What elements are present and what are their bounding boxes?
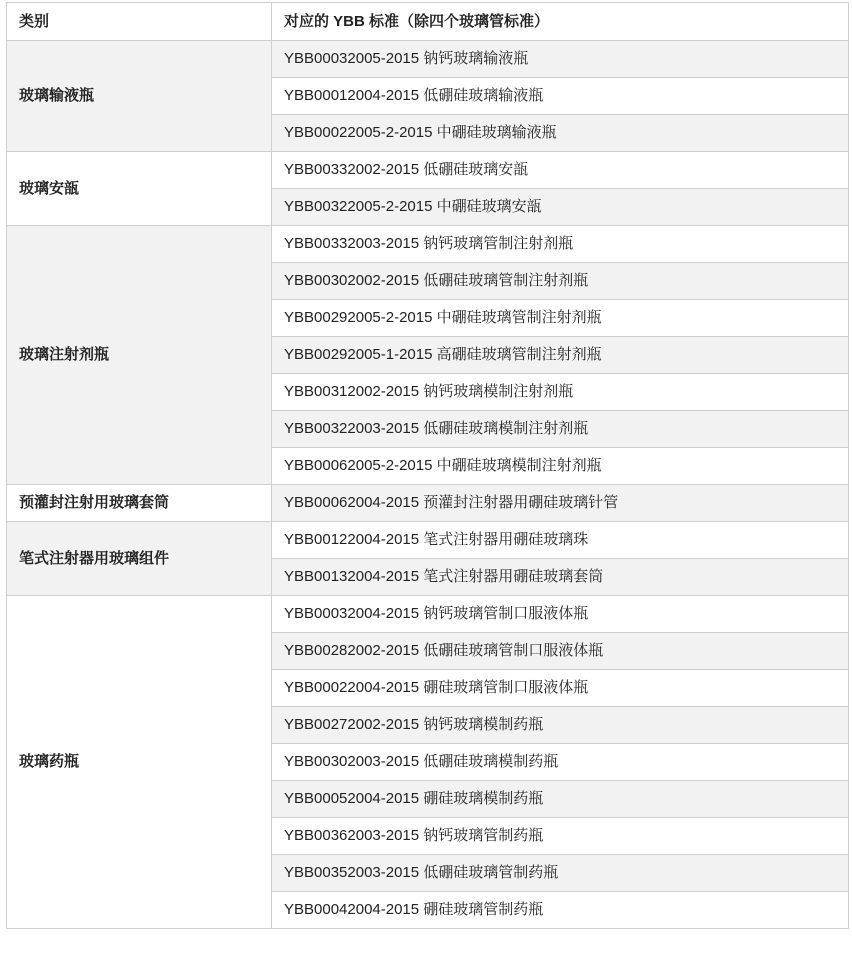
header-category: 类别 <box>7 3 272 41</box>
table-header-row <box>7 3 849 41</box>
standard-cell: YBB00012004-2015 低硼硅玻璃输液瓶 <box>272 78 849 115</box>
category-cell: 预灌封注射用玻璃套筒 <box>7 485 272 522</box>
table-row <box>7 522 849 559</box>
standard-cell: YBB00042004-2015 硼硅玻璃管制药瓶 <box>272 892 849 929</box>
standard-cell: YBB00302002-2015 低硼硅玻璃管制注射剂瓶 <box>272 263 849 300</box>
standard-cell: YBB00302003-2015 低硼硅玻璃模制药瓶 <box>272 744 849 781</box>
standard-cell: YBB00332003-2015 钠钙玻璃管制注射剂瓶 <box>272 226 849 263</box>
standard-cell: YBB00022005-2-2015 中硼硅玻璃输液瓶 <box>272 115 849 152</box>
table-row <box>7 485 849 522</box>
standard-cell: YBB00282002-2015 低硼硅玻璃管制口服液体瓶 <box>272 633 849 670</box>
category-cell: 玻璃注射剂瓶 <box>7 226 272 485</box>
standard-cell: YBB00032005-2015 钠钙玻璃输液瓶 <box>272 41 849 78</box>
standard-cell: YBB00062005-2-2015 中硼硅玻璃模制注射剂瓶 <box>272 448 849 485</box>
category-cell: 玻璃药瓶 <box>7 596 272 929</box>
table-row <box>7 226 849 263</box>
standard-cell: YBB00322003-2015 低硼硅玻璃模制注射剂瓶 <box>272 411 849 448</box>
category-cell: 玻璃输液瓶 <box>7 41 272 152</box>
standard-cell: YBB00292005-2-2015 中硼硅玻璃管制注射剂瓶 <box>272 300 849 337</box>
standard-cell: YBB00272002-2015 钠钙玻璃模制药瓶 <box>272 707 849 744</box>
standard-cell: YBB00322005-2-2015 中硼硅玻璃安瓿 <box>272 189 849 226</box>
standard-cell: YBB00052004-2015 硼硅玻璃模制药瓶 <box>272 781 849 818</box>
standard-cell: YBB00352003-2015 低硼硅玻璃管制药瓶 <box>272 855 849 892</box>
standard-cell: YBB00292005-1-2015 高硼硅玻璃管制注射剂瓶 <box>272 337 849 374</box>
standard-cell: YBB00062004-2015 预灌封注射器用硼硅玻璃针管 <box>272 485 849 522</box>
ybb-standards-table <box>6 2 849 929</box>
standard-cell: YBB00032004-2015 钠钙玻璃管制口服液体瓶 <box>272 596 849 633</box>
header-standard: 对应的 YBB 标准（除四个玻璃管标准） <box>272 3 849 41</box>
category-cell: 玻璃安瓿 <box>7 152 272 226</box>
standard-cell: YBB00362003-2015 钠钙玻璃管制药瓶 <box>272 818 849 855</box>
table-body <box>7 41 849 929</box>
standard-cell: YBB00332002-2015 低硼硅玻璃安瓿 <box>272 152 849 189</box>
category-cell: 笔式注射器用玻璃组件 <box>7 522 272 596</box>
standard-cell: YBB00122004-2015 笔式注射器用硼硅玻璃珠 <box>272 522 849 559</box>
table-row <box>7 152 849 189</box>
standard-cell: YBB00022004-2015 硼硅玻璃管制口服液体瓶 <box>272 670 849 707</box>
table-row <box>7 596 849 633</box>
standard-cell: YBB00312002-2015 钠钙玻璃模制注射剂瓶 <box>272 374 849 411</box>
table-row <box>7 41 849 78</box>
standard-cell: YBB00132004-2015 笔式注射器用硼硅玻璃套筒 <box>272 559 849 596</box>
